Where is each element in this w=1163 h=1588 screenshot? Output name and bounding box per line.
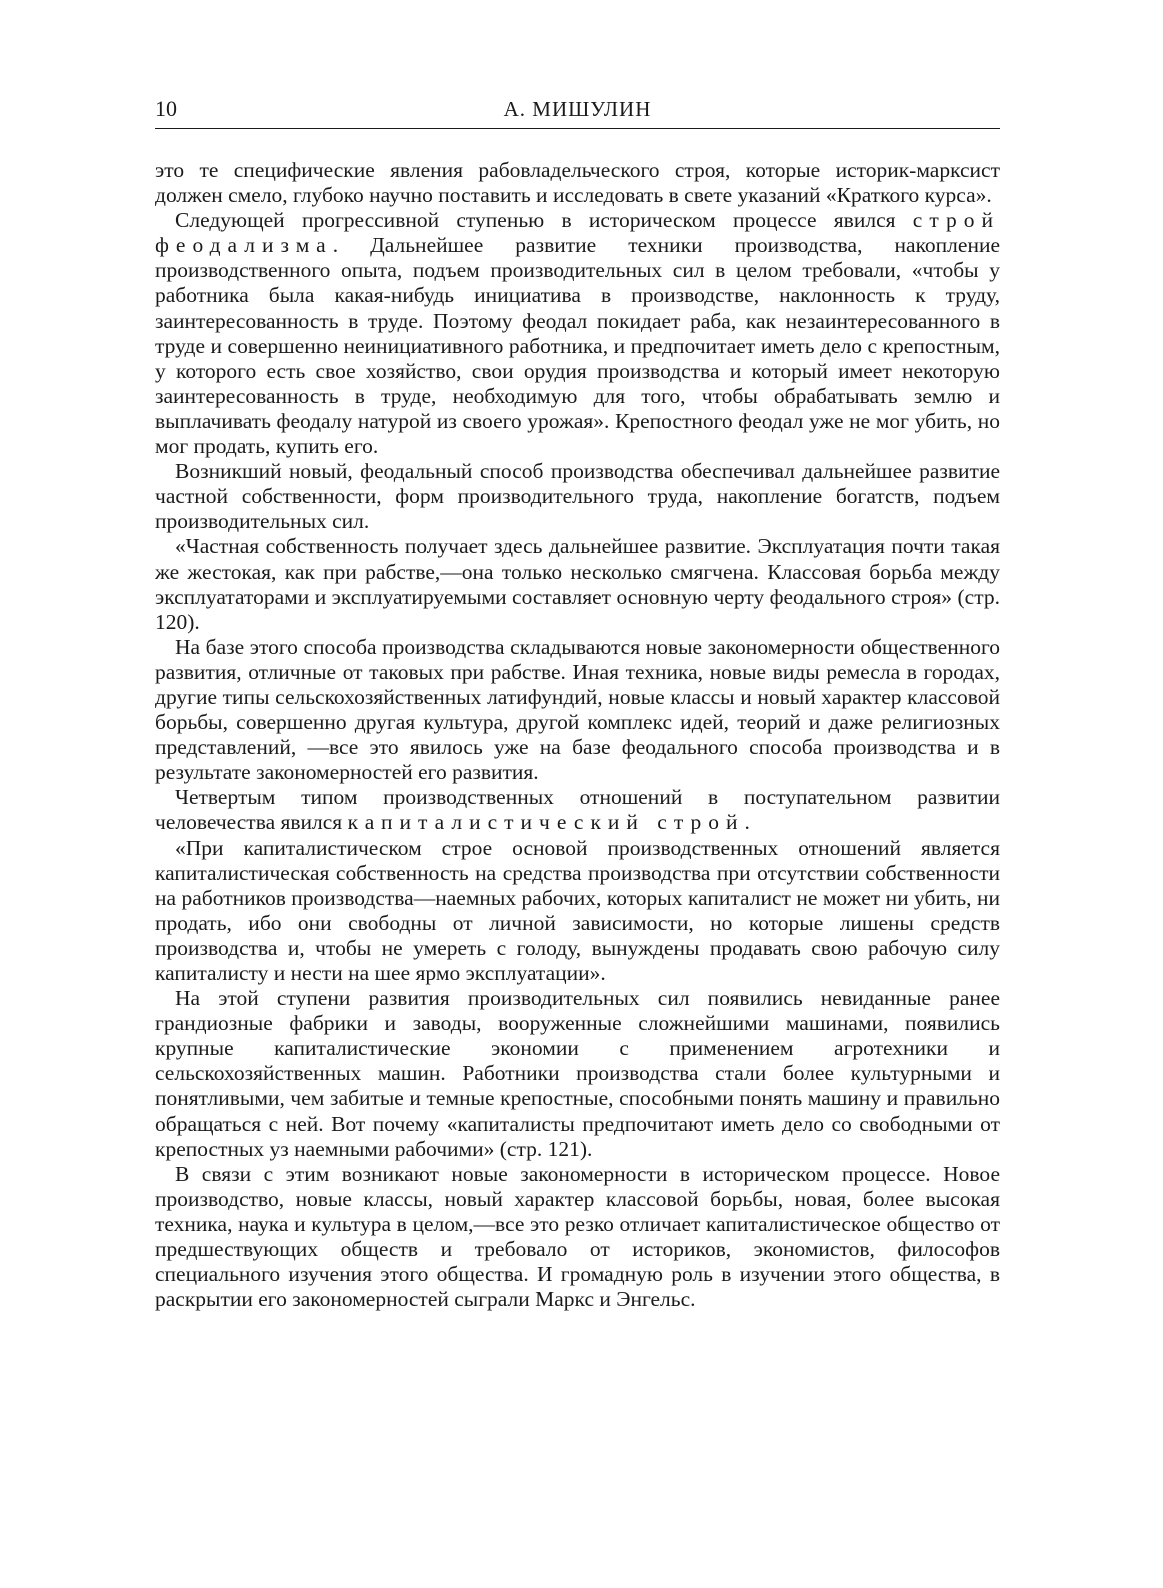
paragraph-text: . — [744, 810, 750, 835]
spaced-emphasis-text: строй феодализма — [155, 208, 1000, 258]
paragraph-text: В связи с этим возникают новые закономерности в историческом процессе. Новое производство, новые классы, новый характер классовой борьбы, новая, более высокая техника, наука и культура в целом,—все это резко отличает капиталистическое общество от предшествующих обществ и требовало от историков, экономистов, философов специального изучения этого общества. И громадную роль в изучении этого общества, в раскрытии его закономерностей сыграли Маркс и Энгельс. — [155, 1161, 1000, 1312]
paragraph — [155, 635, 1000, 786]
paragraph-text: Возникший новый, феодальный способ производства обеспечивал дальнейшее развитие частной собственности, форм производительного труда, накопление богатств, подъем производительных сил. — [155, 459, 1000, 534]
paragraph-text: Следующей прогрессивной ступенью в историческом процессе явился — [175, 208, 913, 233]
paragraph-text: это те специфические явления рабовладельческого строя, которые историк-марксист должен смело, глубоко научно поставить и исследовать в свете указаний «Краткого курса». — [155, 158, 1000, 208]
paragraph — [155, 785, 1000, 835]
paragraph-text: «При капиталистическом строе основой производственных отношений является капиталистическая собственность на средства производства при отсутствии собственности на работников производства—наемных рабочих, которых капиталист не может ни убить, ни продать, ибо они свободны от личной зависимости, но которые лишены средств производства и, чтобы не умереть с голоду, вынуждены продавать свою рабочую силу капиталисту и нести на шее ярмо эксплуатации». — [155, 835, 1000, 985]
paragraph-text: «Частная собственность получает здесь дальнейшее развитие. Эксплуатация почти такая же жестокая, как при рабстве,—она только несколько смягчена. Классовая борьба между эксплуататорами и эксплуатируемыми составляет основную черту феодального строя» (стр. 120). — [155, 534, 1000, 634]
running-title: А. МИШУЛИН — [503, 97, 652, 121]
spaced-emphasis-text: капиталистический строй — [347, 810, 745, 835]
body-text — [155, 158, 1000, 1312]
paragraph — [155, 534, 1000, 634]
paragraph-text: . Дальнейшее развитие техники производства, накопление производственного опыта, подъем производительных сил в целом требовали, «чтобы у работника была какая-нибудь инициатива в производстве, наклонность к труду, заинтересованность в труде. Поэтому феодал покидает раба, как незаинтересованного в труде и совершенно неинициативного работника, и предпочитает иметь дело с крепостным, у которого есть свое хозяйство, свои орудия производства и который имеет некоторую заинтересованность в труде, необходимую для того, чтобы обрабатывать землю и выплачивать феодалу натурой из своего урожая». Крепостного феодал уже не мог убить, но мог продать, купить его. — [155, 233, 1000, 459]
page-number: 10 — [155, 96, 177, 121]
paragraph-text: На базе этого способа производства складываются новые закономерности общественного развития, отличные от таковых при рабстве. Иная техника, новые виды ремесла в городах, другие типы сельскохозяйственных латифундий, новые классы и новый характер классовой борьбы, совершенно другая культура, другой комплекс идей, теорий и даже религиозных представлений, —все это явилось уже на базе феодального способа производства и в результате закономерностей его развития. — [155, 634, 1000, 785]
paragraph — [155, 986, 1000, 1162]
paragraph — [155, 1162, 1000, 1313]
paragraph-text: Четвертым типом производственных отношений в поступательном развитии человечества явился — [155, 785, 1000, 835]
paragraph — [155, 836, 1000, 987]
paragraph — [155, 208, 1000, 459]
running-head — [155, 92, 1000, 129]
paragraph — [155, 459, 1000, 534]
paragraph — [155, 158, 1000, 208]
paragraph-text: На этой ступени развития производительных сил появились невиданные ранее грандиозные фабрики и заводы, вооруженные сложнейшими машинами, появились крупные капиталистические экономии с применением агротехники и сельскохозяйственных машин. Работники производства стали более культурными и понятливыми, чем забитые и темные крепостные, способными понять машину и правильно обращаться с ней. Вот почему «капиталисты предпочитают иметь дело со свободными от крепостных уз наемными рабочими» (стр. 121). — [155, 986, 1000, 1161]
